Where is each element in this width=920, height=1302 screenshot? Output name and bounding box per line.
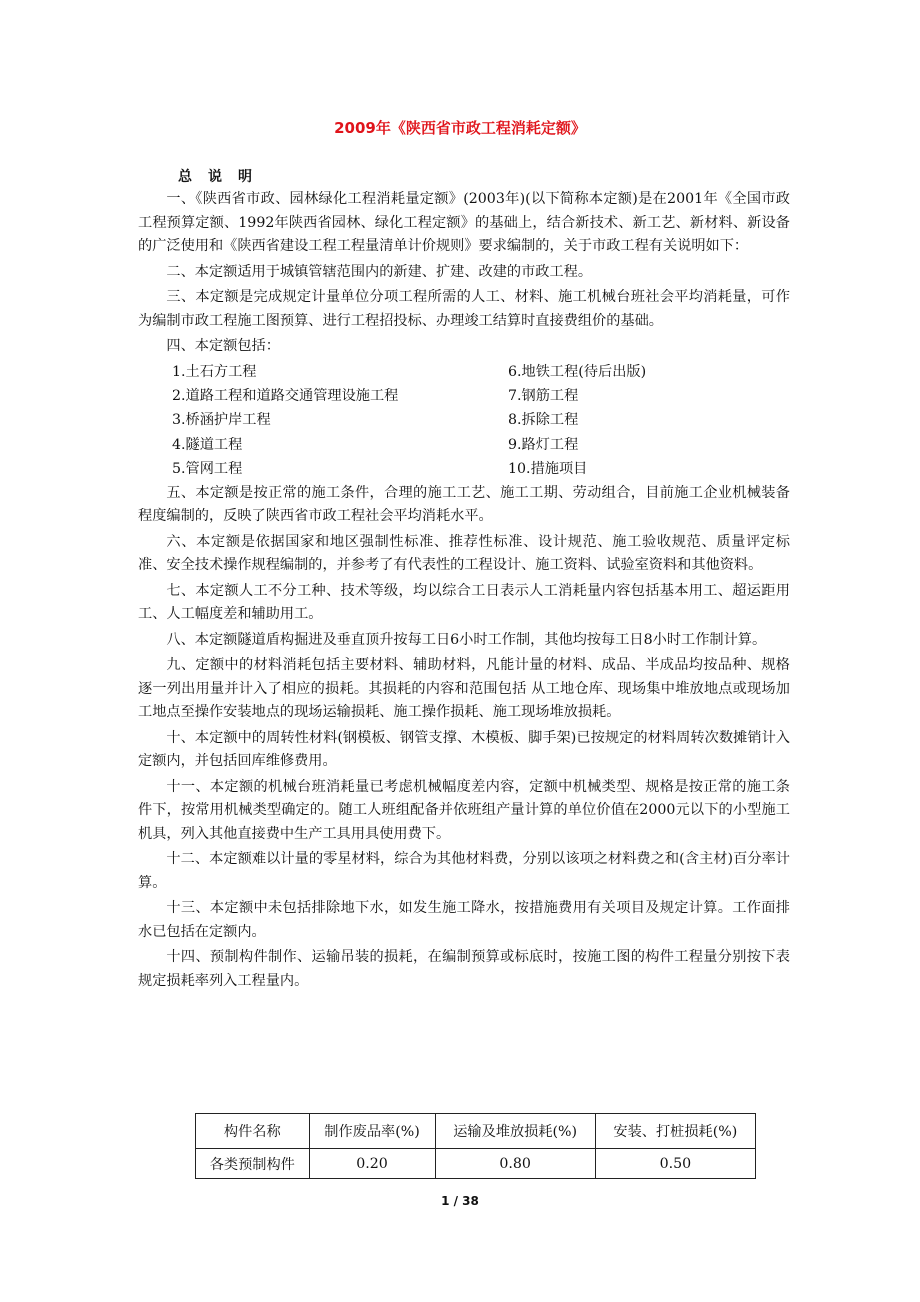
list-row [138, 361, 790, 385]
list-row [138, 409, 790, 433]
list-item: 3.桥涵护岸工程 [172, 412, 271, 429]
list-item: 5.管网工程 [172, 461, 243, 478]
table-header-cell: 构件名称 [196, 1114, 310, 1149]
paragraph-4: 四、本定额包括： [166, 338, 280, 354]
paragraph-9: 九、定额中的材料消耗包括主要材料、辅助材料，凡能计量的材料、成品、半成品均按品种、规格逐一列出用量并计入了相应的损耗。其损耗的内容和范围包括 从工地仓库、现场集中堆放地点或现场加工地点至操作安装地点的现场运输损耗、施工操作损耗、施工现场堆放损耗。 [138, 657, 790, 721]
paragraph-7: 七、本定额人工不分工种、技术等级，均以综合工日表示人工消耗量内容包括基本用工、超运距用工、人工幅度差和辅助用工。 [138, 582, 790, 623]
list-row [138, 385, 790, 409]
list-row [138, 433, 790, 457]
list-row [138, 458, 790, 482]
list-item: 8.拆除工程 [508, 412, 579, 429]
table-cell: 0.20 [309, 1149, 435, 1179]
list-item: 10.措施项目 [508, 461, 588, 478]
paragraph-6: 六、本定额是依据国家和地区强制性标准、推荐性标准、设计规范、施工验收规范、质量评定标准、安全技术操作规程编制的，并参考了有代表性的工程设计、施工资料、试验室资料和其他资料。 [138, 533, 790, 574]
paragraph-1: 一、《陕西省市政、园林绿化工程消耗量定额》(2003年)(以下简称本定额)是在2001年《全国市政工程预算定额、1992年陕西省园林、绿化工程定额》的基础上，结合新技术、新工艺、新材料、新设备的广泛使用和《陕西省建设工程工程量清单计价规则》要求编制的，关于市政工程有关说明如下： [138, 191, 790, 254]
loss-rate-table [195, 1113, 756, 1179]
document-title: 2009年《陕西省市政工程消耗定额》 [334, 119, 586, 137]
paragraph-13: 十三、本定额中未包括排除地下水，如发生施工降水，按措施费用有关项目及规定计算。工作面排水已包括在定额内。 [138, 900, 790, 940]
list-item: 6.地铁工程(待后出版) [508, 363, 647, 380]
table-header-row [196, 1114, 756, 1149]
table-cell: 0.80 [435, 1149, 595, 1179]
paragraph-11: 十一、本定额的机械台班消耗量已考虑机械幅度差内容，定额中机械类型、规格是按正常的施工条件下，按常用机械类型确定的。随工人班组配备并依班组产量计算的单位价值在2000元以下的小型施工机具，列入其他直接费中生产工具用具使用费下。 [138, 778, 790, 842]
table-row [196, 1149, 756, 1179]
paragraph-5: 五、本定额是按正常的施工条件，合理的施工工艺、施工工期、劳动组合，目前施工企业机械装备程度编制的，反映了陕西省市政工程社会平均消耗水平。 [138, 484, 790, 525]
section-heading: 总说明 [178, 169, 268, 185]
table-header-cell: 运输及堆放损耗(%) [435, 1114, 595, 1149]
table-header-cell: 安装、打桩损耗(%) [595, 1114, 755, 1149]
list-item: 7.钢筋工程 [508, 388, 579, 405]
contents-list [138, 361, 790, 482]
paragraph-3: 三、本定额是完成规定计量单位分项工程所需的人工、材料、施工机械台班社会平均消耗量，可作为编制市政工程施工图预算、进行工程招投标、办理竣工结算时直接费组价的基础。 [138, 289, 790, 329]
paragraph-14: 十四、预制构件制作、运输吊装的损耗，在编制预算或标底时，按施工图的构件工程量分别按下表规定损耗率列入工程量内。 [138, 949, 790, 989]
table-cell: 0.50 [595, 1149, 755, 1179]
paragraph-12: 十二、本定额难以计量的零星材料，综合为其他材料费，分别以该项之材料费之和(含主材)百分率计算。 [138, 851, 790, 891]
list-item: 4.隧道工程 [172, 436, 243, 453]
paragraph-8: 八、本定额隧道盾构掘进及垂直顶升按每工日6小时工作制，其他均按每工日8小时工作制计算。 [166, 631, 767, 648]
list-item: 9.路灯工程 [508, 436, 579, 453]
table-cell: 各类预制构件 [196, 1149, 310, 1179]
page-number: 1 / 38 [441, 1194, 479, 1208]
table-header-cell: 制作废品率(%) [309, 1114, 435, 1149]
list-item: 1.土石方工程 [172, 363, 257, 380]
document-body [138, 188, 790, 995]
list-item: 2.道路工程和道路交通管理设施工程 [172, 388, 399, 405]
paragraph-2: 二、本定额适用于城镇管辖范围内的新建、扩建、改建的市政工程。 [166, 263, 593, 280]
paragraph-10: 十、本定额中的周转性材料(钢模板、钢管支撑、木模板、脚手架)已按规定的材料周转次数摊销计入定额内，并包括回库维修费用。 [138, 729, 790, 770]
